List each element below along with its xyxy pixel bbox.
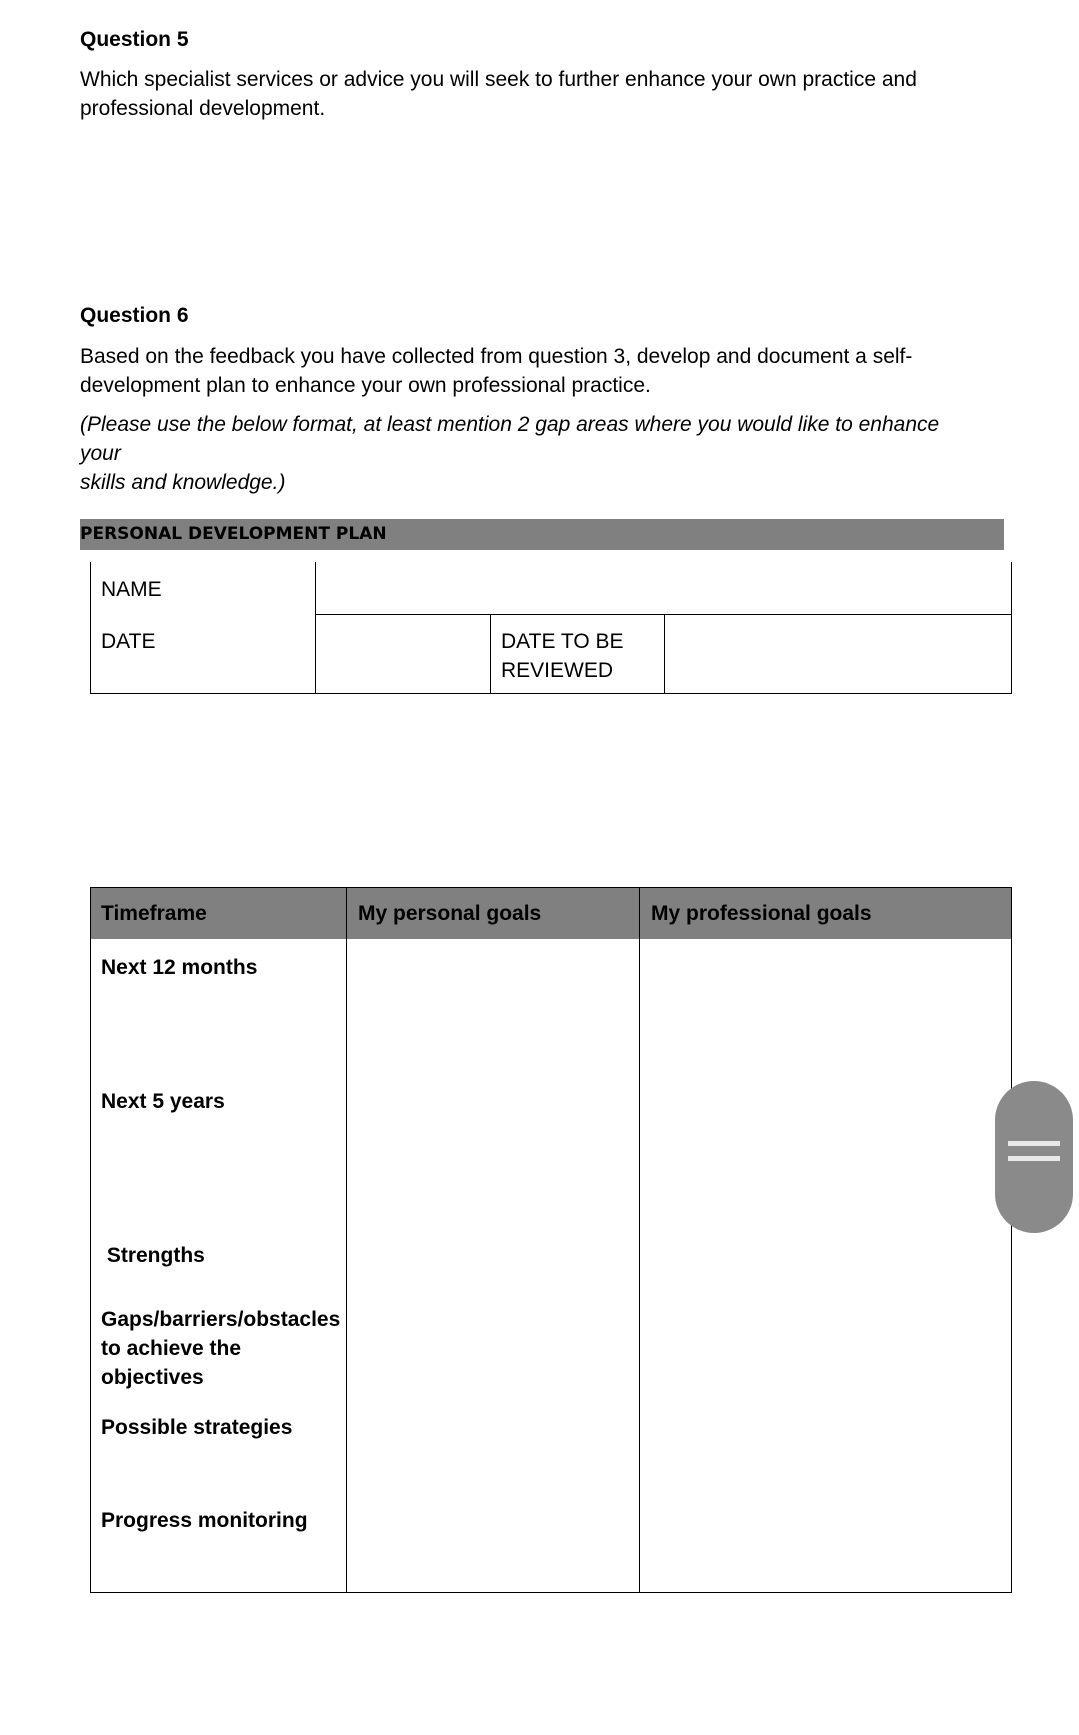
header-timeframe: Timeframe (101, 902, 207, 925)
row-label-next-12-months-line-1: Next 12 months (101, 956, 258, 979)
info-divider-3 (664, 614, 665, 694)
question-6-text-line-2: development plan to enhance your own professional practice. (80, 374, 651, 397)
question-5-text (80, 65, 980, 123)
question-6-title: Question 6 (80, 304, 189, 327)
question-5-text-line-2: professional development. (80, 97, 326, 120)
row-label-gaps-line-1: Gaps/barriers/obstacles (101, 1308, 341, 1331)
goals-divider-2 (639, 887, 640, 1593)
question-6-note (80, 410, 980, 497)
goals-border-left (90, 887, 91, 1593)
date-to-be-reviewed-label (501, 627, 624, 685)
name-field[interactable] (326, 564, 1006, 612)
question-6-note-line-1: (Please use the below format, at least mention 2 gap areas where you would like to enhance your (80, 413, 940, 465)
pdp-heading: PERSONAL DEVELOPMENT PLAN (80, 524, 387, 544)
question-6-text-line-1: Based on the feedback you have collected from question 3, develop and document a self- (80, 345, 913, 368)
goals-divider-1 (346, 887, 347, 1593)
date-to-be-reviewed-field[interactable] (675, 616, 1005, 691)
question-5-text-line-1: Which specialist services or advice you will seek to further enhance your own practice and (80, 68, 917, 91)
info-row-divider (315, 614, 1012, 615)
drag-grip-icon-lower (1008, 1156, 1060, 1161)
row-label-possible-strategies-line-1: Possible strategies (101, 1416, 293, 1439)
pdp-heading-bar (80, 519, 1004, 550)
info-border-bottom (90, 693, 1012, 694)
info-border-left (90, 562, 91, 694)
name-label: NAME (101, 578, 162, 601)
date-field[interactable] (326, 616, 486, 691)
scroll-handle[interactable] (995, 1081, 1073, 1233)
goals-table (90, 887, 1012, 1593)
date-to-be-reviewed-label-line-1: DATE TO BE (501, 630, 624, 653)
date-to-be-reviewed-label-line-2: REVIEWED (501, 659, 614, 682)
pdp-info-table (90, 562, 1012, 694)
header-personal-goals: My personal goals (358, 902, 542, 925)
row-label-progress-monitoring (101, 1506, 341, 1535)
question-6-text (80, 342, 980, 400)
row-label-next-5-years (101, 1087, 341, 1116)
row-label-progress-monitoring-line-1: Progress monitoring (101, 1509, 308, 1532)
row-label-possible-strategies (101, 1413, 341, 1442)
header-professional-goals: My professional goals (651, 902, 872, 925)
row-label-gaps-line-3: objectives (101, 1366, 204, 1389)
question-6-note-line-2: skills and knowledge.) (80, 471, 286, 494)
date-label: DATE (101, 630, 156, 653)
goals-border-top (90, 887, 1012, 888)
goals-table-header-row (90, 887, 1012, 939)
row-label-strengths-line-1: Strengths (101, 1244, 205, 1267)
row-label-next-12-months (101, 953, 341, 982)
row-label-gaps-line-2: to achieve the (101, 1337, 242, 1360)
info-border-right (1011, 562, 1012, 694)
goals-border-bottom (90, 1592, 1012, 1593)
goals-border-right (1011, 887, 1012, 1593)
drag-grip-icon (1008, 1141, 1060, 1146)
info-divider-2 (490, 614, 491, 694)
row-label-gaps (101, 1305, 346, 1392)
question-5-title: Question 5 (80, 28, 189, 51)
info-divider-1 (315, 562, 316, 694)
row-label-next-5-years-line-1: Next 5 years (101, 1090, 225, 1113)
